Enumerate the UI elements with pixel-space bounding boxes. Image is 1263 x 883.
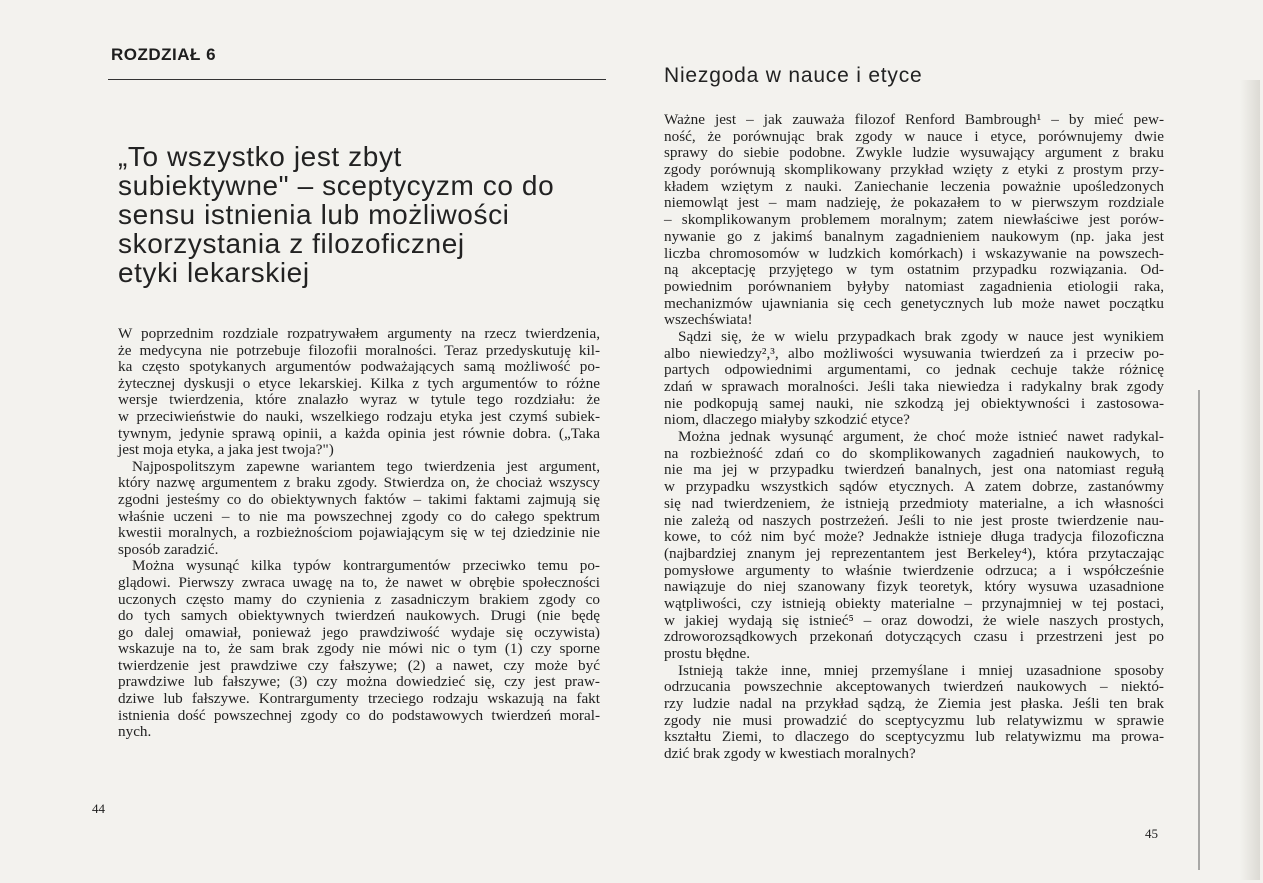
text-line: że medycyna nie potrzebuje filozofii moralności. Teraz przedyskutuję kil- [118,341,600,359]
text-line: istnienia dość powszechnej zgody co do podstawowych twierdzeń moral- [118,706,600,724]
text-line: niemowląt jest – mam nadzieję, że pokazałem to w pierwszym rozdziale [664,194,1164,212]
text-line: zgody porównują skomplikowany przykład wzięty z etyki z prostym przy- [664,161,1164,179]
left-page-body [118,326,600,741]
text-line: w jakiej wydają się istnieć⁵ – oraz dowodzi, że wiele naszych prostych, [664,611,1164,629]
text-line: ną akceptację przyjętego w tym ostatnim przypadku rozwiązania. Od- [664,261,1164,279]
text-line: jest moja etyka, a jaka jest twoja?") [118,441,334,459]
text-line: tywnym, jedynie sprawą opinii, a każda opinia jest równie dobra. („Taka [118,424,600,442]
text-line: sposób zaradzić. [118,540,219,558]
text-line: twierdzenie jest prawdziwe czy fałszywe; (2) a nawet, czy może być [118,656,600,674]
title-line: etyki lekarskiej [118,257,310,288]
text-line: Sądzi się, że w wielu przypadkach brak zgody w nauce jest wynikiem [678,327,1164,345]
text-line: Można wysunąć kilka typów kontrargumentów przeciwko temu po- [132,557,600,575]
chapter-rule [108,79,606,80]
text-line: kładem wziętym z nauki. Zaniechanie leczenia poważnie upośledzonych [664,177,1164,195]
text-line: wersje twierdzenia, które znalazło wyraz w tytule tego rozdziału: że [118,391,600,409]
text-line: powiednim porównaniem byłyby natomiast zagadnienia etiologii raka, [664,277,1164,295]
text-line: Ważne jest – jak zauważa filozof Renford Bambrough¹ – by mieć pew- [664,111,1164,128]
right-page-body [664,112,1164,763]
text-line: zdań w sprawach moralności. Jeśli taka niewiedza i radykalny brak zgody [664,378,1164,395]
text-line: wątpliwości, czy istnieją obiekty materialne – przynajmniej w tej postaci, [664,594,1164,612]
text-line: nie ma jej w przypadku twierdzeń banalnych, jest ona natomiast regułą [664,461,1164,479]
text-line: (najbardziej znanym jej reprezentantem jest Berkeley⁴), która przytaczając [664,544,1164,562]
scan-edge-shadow [1198,390,1200,870]
text-line: który nazwę argumentem z braku zgody. Stwierdza on, że chociaż wszyscy [118,474,600,492]
text-line: w przeciwieństwie do nauki, wszelkiego rodzaju etyka jest czymś subiek- [118,407,600,425]
text-line: go dalej omawiał, ponieważ jego prawdziwość wydaje się oczywista) [118,623,600,641]
text-line: na rozbieżność zdań co do skomplikowanych zagadnień naukowych, to [664,444,1164,462]
text-line: nywanie go z jakimś banalnym zagadnieniem naukowym (np. jaka jest [664,227,1164,245]
running-head: Niezgoda w nauce i etyce [664,64,923,87]
text-line: Najpospolitszym zapewne wariantem tego twierdzenia jest argument, [132,457,600,475]
text-line: pomysłowe argumenty to właśnie twierdzenie odrzuca; a i współcześnie [664,561,1164,579]
text-line: niom, dlaczego miałyby szkodzić etyce? [664,411,910,429]
text-line: nych. [118,723,152,741]
text-line: kowe, to cóż nim być może? Jednakże istnieje długa tradycja filozoficzna [664,528,1164,546]
text-line: kwestii moralnych, a rozbieżnościom pojawiającym się w tej dziedzinie nie [118,524,600,542]
text-line: do tych samych obiektywnych twierdzeń naukowych. Drugi (nie będę [118,607,600,625]
text-line: zdroworozsądkowych przekonań dotyczących czasu i przestrzeni jest po [664,628,1164,646]
text-line: dzić brak zgody w kwestiach moralnych? [664,745,916,763]
page-number-left: 44 [92,801,105,816]
scan-edge-gradient [1240,80,1260,880]
text-line: wskazuje na to, że sam brak zgody nie mówi nic o tym (1) czy sporne [118,640,600,658]
text-line: liczba chromosomów w ludzkich komórkach) i wskazywanie na powszech- [664,244,1164,262]
text-line: partych odpowiednimi argumentami, co jednak cechuje także różnicę [664,361,1164,379]
text-line: zgody nie musi prowadzić do sceptycyzmu lub relatywizmu w sprawie [664,711,1164,729]
text-line: dziwe lub fałszywe. Kontrargumenty trzeciego rodzaju wskazują na fakt [118,690,600,708]
text-line: – skomplikowanym problemem moralnym; zatem niewłaściwe jest porów- [664,211,1164,229]
text-line: kształtu Ziemi, to dlaczego do sceptycyzmu lub relatywizmu ma prowa- [664,728,1164,746]
text-line: uczonych często mamy do czynienia z zasadniczym brakiem zgody co [118,590,600,608]
text-line: zgodni jesteśmy co do obiektywnych faktów – takimi faktami zajmują się [118,490,600,508]
title-line: skorzystania z filozoficznej [118,228,465,259]
text-line: właśnie uczeni – to nie ma powszechnej zgody co do całego spektrum [118,507,600,525]
text-line: sprawy do siebie podobne. Zwykle ludzie wysuwający argument z braku [664,144,1164,162]
text-line: ność, że porównując brak zgody w nauce i etyce, porównujemy dwie [664,127,1164,145]
text-line: żytecznej dyskusji o etyce lekarskiej. Kilka z tych argumentów to różne [118,374,600,392]
text-line: nie zależą od naszych postrzeżeń. Jeśli to nie jest proste twierdzenie nau- [664,511,1164,529]
text-line: mechanizmów ujawniania się cech genetycznych lub może nawet początku [664,294,1164,312]
text-line: ka często spotykanych argumentów podważających samą możliwość po- [118,358,600,376]
title-line: subiektywne" – sceptycyzm co do [118,170,555,201]
text-line: wszechświata! [664,311,753,329]
page-number-right: 45 [1145,826,1158,841]
title-line: sensu istnienia lub możliwości [118,199,510,230]
chapter-label: ROZDZIAŁ 6 [111,45,217,64]
text-line: rzy ludzie nadal na przykład sądzą, że Ziemia jest płaska. Jeśli ten brak [664,695,1164,713]
text-line: Można jednak wysunąć argument, że choć może istnieć nawet radykal- [678,428,1164,446]
text-line: glądowi. Pierwszy zwraca uwagę na to, że nawet w obrębie społeczności [118,573,600,591]
text-line: prawdziwe lub fałszywe; (3) czy można dowiedzieć się, czy jest praw- [118,673,600,691]
title-line: „To wszystko jest zbyt [118,141,402,172]
text-line: albo niewiedzy²,³, albo możliwości wysuwania twierdzeń za i przeciw po- [664,344,1164,362]
text-line: nawiązuje do niej szanowany fizyk teoretyk, który wysuwa uzasadnione [664,578,1164,596]
text-line: w przypadku wszystkich sądów etycznych. A zatem dobrze, zastanówmy [664,478,1164,496]
chapter-title [118,142,618,287]
text-line: nie podkopują samej nauki, nie szkodzą jej obiektywności i zastosowa- [664,394,1164,412]
text-line: się nad twierdzeniem, że istnieją przedmioty materialne, a ich własności [664,494,1164,512]
text-line: W poprzednim rozdziale rozpatrywałem argumenty na rzecz twierdzenia, [118,325,600,342]
text-line: Istnieją także inne, mniej przemyślane i mniej uzasadnione sposoby [678,661,1164,679]
text-line: odrzucania powszechnie akceptowanych twierdzeń naukowych – niektó- [664,678,1164,696]
text-line: prostu błędne. [664,645,751,662]
